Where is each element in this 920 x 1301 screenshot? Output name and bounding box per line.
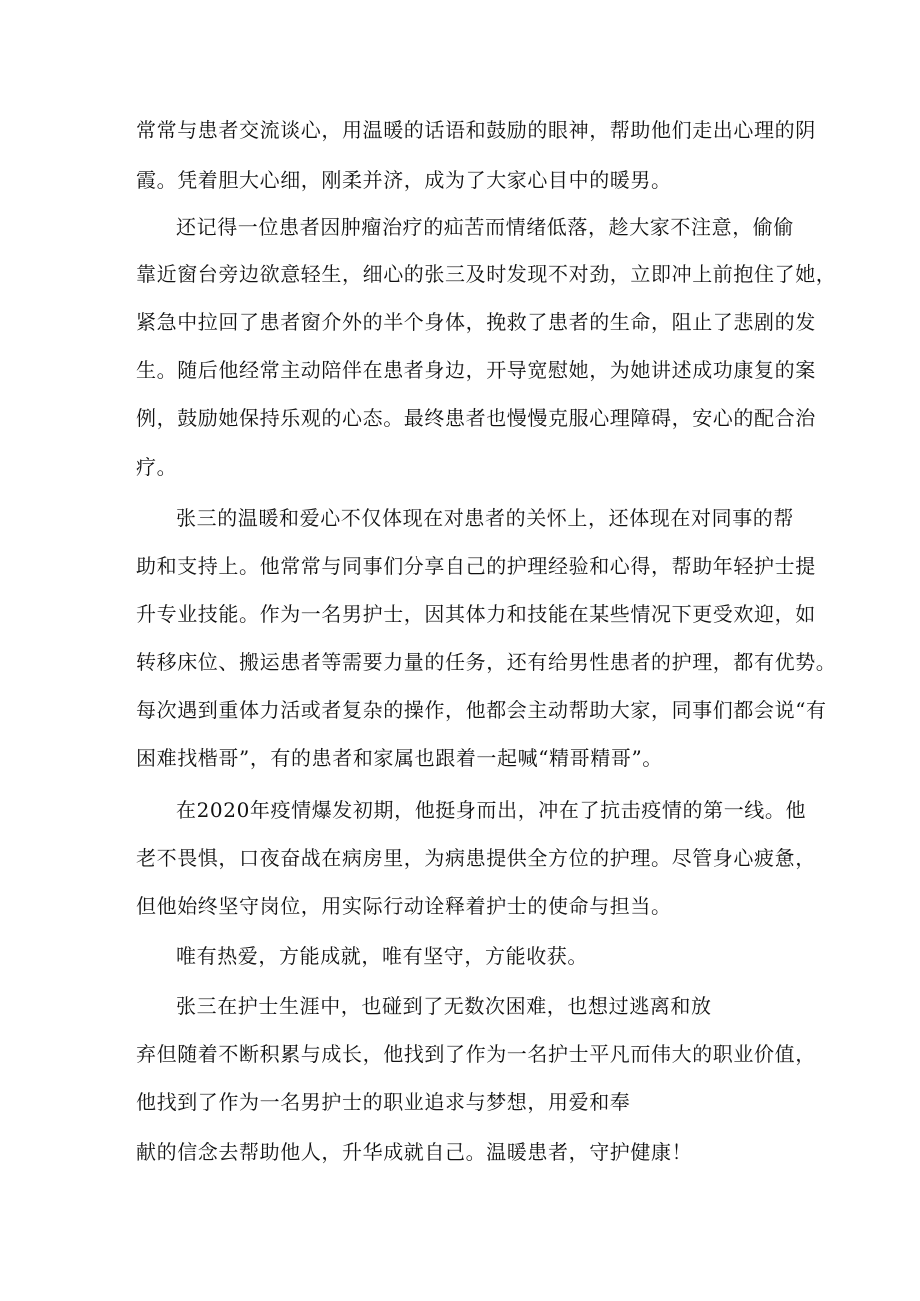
text-line: 在2020年疫情爆发初期，他挺身而出，冲在了抗击疫情的第一线。他: [176, 798, 807, 822]
text-line: 他找到了作为一名男护士的职业追求与梦想，用爱和奉: [136, 1090, 631, 1114]
text-line: 疗。: [136, 455, 178, 479]
text-line: 张三在护士生涯中，也碰到了无数次困难，也想过逃离和放: [176, 994, 712, 1018]
text-line: 常常与患者交流谈心，用温暖的话语和鼓励的眼神，帮助他们走出心理的阴: [136, 118, 816, 142]
text-line: 张三的温暖和爱心不仅体现在对患者的关怀上，还体现在对同事的帮: [176, 506, 794, 530]
text-line: 但他始终坚守岗位，用实际行动诠释着护士的使命与担当。: [136, 894, 672, 918]
text-line: 霞。凭着胆大心细，刚柔并济，成为了大家心目中的暖男。: [136, 168, 672, 192]
text-line: 老不畏惧，口夜奋战在病房里，为病患提供全方位的护理。尽管身心疲惫，: [136, 846, 816, 870]
text-line: 弃但随着不断积累与成长，他找到了作为一名护士平凡而伟大的职业价值，: [136, 1042, 816, 1066]
text-line: 助和支持上。他常常与同事们分享自己的护理经验和心得，帮助年轻护士提: [136, 554, 816, 578]
text-line: 困难找楷哥”，有的患者和家属也跟着一起喊“精哥精哥”。: [136, 746, 663, 770]
text-line: 转移床位、搬运患者等需要力量的任务，还有给男性患者的护理，都有优势。: [136, 650, 837, 674]
text-line: 例，鼓励她保持乐观的心态。最终患者也慢慢克服心理障碍，安心的配合治: [136, 406, 816, 430]
text-line: 唯有热爱，方能成就，唯有坚守，方能收获。: [176, 944, 588, 968]
text-line: 还记得一位患者因肿瘤治疗的疝苦而情绪低落，趁大家不注意，偷偷: [176, 215, 794, 239]
text-line: 献的信念去帮助他人，升华成就自己。温暖患者，守护健康！: [136, 1140, 693, 1164]
text-line: 升专业技能。作为一名男护士，因其体力和技能在某些情况下更受欢迎，如: [136, 602, 816, 626]
text-line: 生。随后他经常主动陪伴在患者身边，开导宽慰她，为她讲述成功康复的案: [136, 358, 816, 382]
text-line: 紧急中拉回了患者窗介外的半个身体，挽救了患者的生命，阻止了悲剧的发: [136, 310, 816, 334]
text-line: 每次遇到重体力活或者复杂的操作，他都会主动帮助大家，同事们都会说“有: [136, 698, 827, 722]
text-line: 靠近窗台旁边欲意轻生，细心的张三及时发现不对劲，立即冲上前抱住了她，: [136, 262, 837, 286]
